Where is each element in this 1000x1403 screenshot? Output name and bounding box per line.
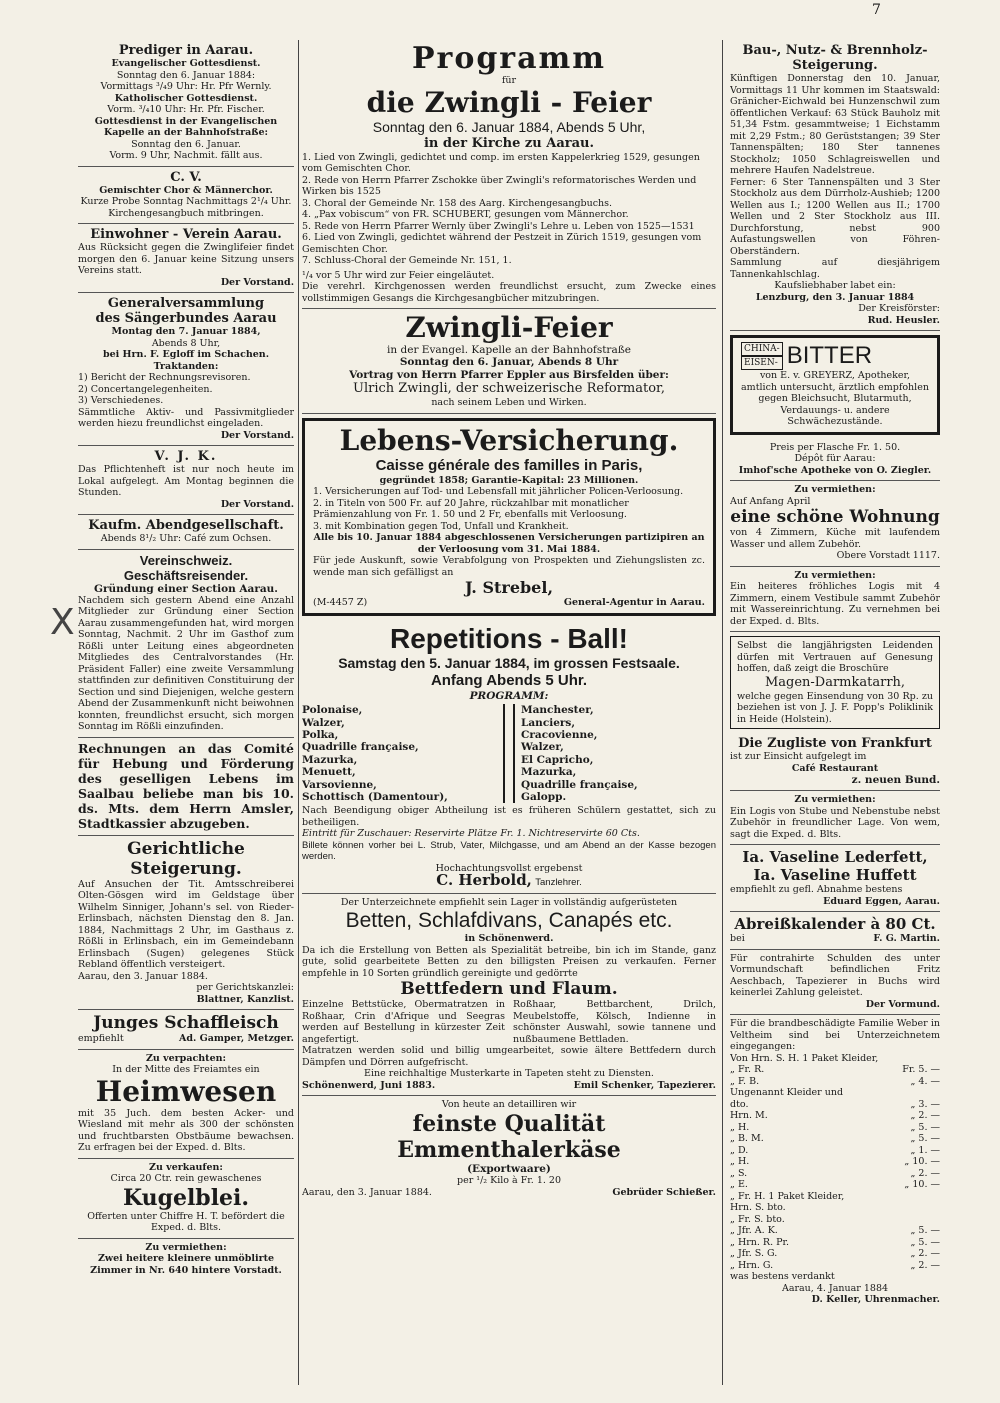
ad-signature: Rud. Heusler. bbox=[867, 314, 940, 326]
ad-line: Abends 8¹/₂ Uhr: Café zum Ochsen. bbox=[100, 533, 272, 544]
program-item: 4. „Pax vobiscum“ von FR. SCHUBERT, gesungen vom Männerchor. bbox=[302, 209, 629, 220]
donation-row bbox=[730, 1225, 940, 1237]
ad-date: Samstag den 5. Januar 1884, im grossen Festsaale. bbox=[338, 654, 680, 671]
ad-date: Schönenwerd, Juni 1883. bbox=[302, 1079, 436, 1091]
ad-ref: (M-4457 Z) bbox=[313, 597, 368, 609]
ad-body: Ferner: 6 Ster Tannenspälten und 3 Ster Stockholz aus dem Dürrholz-Aushieb; 1200 Wellen aus I.; 1200 Wellen aus II.; 1700 Wellen und 2 Ster Stockholz aus III. Durchforstung, nebst 900 Aufastungswellen von Föhren-Oberständern. bbox=[730, 176, 940, 257]
ad-rechnungen bbox=[78, 738, 294, 836]
ad-title: Die Zugliste von Frankfurt bbox=[738, 736, 932, 751]
ad-date: Sonntag den 6. Januar 1884, Abends 5 Uhr, bbox=[372, 118, 646, 135]
dance-list-right bbox=[521, 704, 716, 803]
ad-line: Eine reichhaltige Musterkarte in Tapeten steht zu Diensten. bbox=[364, 1068, 654, 1080]
ad-head: Der Unterzeichnete empfiehlt sein Lager in vollständig aufgerüsteten bbox=[340, 896, 678, 908]
page-mark: 7 bbox=[872, 2, 881, 18]
ad-line: Kaufsliebhaber labet ein: bbox=[774, 280, 896, 291]
ad-line: Auf Anfang April bbox=[730, 495, 811, 507]
dance-item: El Capricho, bbox=[521, 753, 594, 766]
ad-line: Anfang Abends 5 Uhr. bbox=[430, 671, 588, 689]
ad-line: Vorm. 9 Uhr, Nachmit. fällt aus. bbox=[109, 150, 263, 161]
donation-donor: „ D. bbox=[730, 1144, 749, 1156]
ad-schaffleisch bbox=[78, 1010, 294, 1050]
ad-body: Für jede Auskunft, sowie Verabfolgung von Prospekten und Ziehungslisten zc. wende man sich gefälligst an bbox=[313, 555, 705, 578]
ad-head: Zu vermiethen: bbox=[794, 484, 876, 495]
ad-line: in der Kirche zu Aarau. bbox=[423, 135, 595, 151]
ad-title: Generalversammlung bbox=[107, 296, 265, 311]
ad-line: per Gerichtskanzlei: bbox=[196, 982, 294, 994]
ad-line: nach seinem Leben und Wirken. bbox=[431, 397, 587, 409]
ad-betten bbox=[302, 894, 716, 1097]
ad-line: Montag den 7. Januar 1884, bbox=[111, 326, 261, 337]
donation-row bbox=[730, 1099, 940, 1111]
dance-item: Cracovienne, bbox=[521, 728, 598, 741]
donation-donor: „ H. bbox=[730, 1121, 750, 1133]
ad-signature: Der Vormund. bbox=[865, 998, 940, 1010]
donation-amount: „ 4. — bbox=[910, 1075, 940, 1087]
donation-amount: „ 5. — bbox=[910, 1121, 940, 1133]
donation-row bbox=[730, 1191, 940, 1203]
donation-donor: „ Jfr. A. K. bbox=[730, 1225, 778, 1237]
dance-item: Quadrille française, bbox=[521, 778, 638, 791]
ad-prediger bbox=[78, 40, 294, 167]
ad-saengerbund bbox=[78, 293, 294, 446]
ad-line: bei Hrn. F. Egloff im Schachen. bbox=[102, 349, 270, 360]
ad-signature: F. G. Martin. bbox=[873, 933, 940, 945]
ad-line: Dépôt für Aarau: bbox=[794, 453, 876, 464]
donation-amount: Fr. 5. — bbox=[902, 1064, 940, 1076]
dance-item: Mazurka, bbox=[302, 753, 358, 766]
ad-line: Vormittags ³/₄9 Uhr: Hr. Pfr Wernly. bbox=[100, 81, 272, 92]
ad-line: Der Kreisförster: bbox=[858, 303, 940, 314]
ad-title: Junges Schaffleisch bbox=[93, 1013, 279, 1034]
ad-lebensversicherung bbox=[302, 418, 716, 616]
ad-title: Lebens-Versicherung. bbox=[339, 423, 679, 457]
program-divider bbox=[503, 704, 515, 803]
ad-head: Zu vermiethen: bbox=[794, 794, 876, 806]
donation-donor: „ Hrn. G. bbox=[730, 1259, 774, 1271]
ad-signature: Ad. Gamper, Metzger. bbox=[178, 1033, 294, 1045]
donation-donor: Hrn. M. bbox=[730, 1110, 768, 1122]
ad-signature: Der Vorstand. bbox=[220, 429, 294, 441]
donation-amount: „ 10. — bbox=[904, 1156, 940, 1168]
ad-price: Preis per Flasche Fr. 1. 50. bbox=[769, 441, 901, 453]
donation-list bbox=[730, 1053, 940, 1272]
ad-logis-2 bbox=[730, 791, 940, 845]
ad-title: V. J. K. bbox=[154, 449, 218, 464]
ad-body: Sämmtliche Aktiv- und Passivmitglieder werden hiezu freundlichst eingeladen. bbox=[78, 406, 294, 429]
donation-donor: dto. bbox=[730, 1098, 749, 1110]
ad-line: Gemischter Chor & Männerchor. bbox=[99, 184, 273, 196]
dance-item: Manchester, bbox=[521, 704, 594, 717]
ad-programm-zwingli bbox=[302, 40, 716, 309]
program-item: 3. Choral der Gemeinde Nr. 158 des Aarg. Kirchengesangbuchs. bbox=[302, 197, 613, 209]
ad-title: Bau-, Nutz- & Brennholz-Steigerung. bbox=[742, 43, 928, 73]
ad-line: Imhof'sche Apotheke von O. Ziegler. bbox=[738, 464, 932, 476]
donation-row bbox=[730, 1168, 940, 1180]
ad-line: ist zur Einsicht aufgelegt im bbox=[730, 751, 867, 762]
ad-title: Einwohner - Verein Aarau. bbox=[90, 227, 282, 242]
ad-title: Betten, Schlafdivans, Canapés etc. bbox=[345, 909, 673, 933]
ad-holzsteigerung bbox=[730, 40, 940, 331]
donation-row bbox=[730, 1179, 940, 1191]
donation-donor: „ Fr. R. bbox=[730, 1064, 765, 1076]
ad-title: Prediger in Aarau. bbox=[118, 43, 254, 58]
dance-item: Schottisch (Damentour), bbox=[302, 790, 448, 803]
dance-item: Lanciers, bbox=[521, 716, 575, 729]
ad-line: Kirchengesangbuch mitbringen. bbox=[108, 207, 264, 219]
ad-signature: Eduard Eggen, Aarau. bbox=[823, 895, 940, 907]
ad-title: Abreißkalender à 80 Ct. bbox=[734, 915, 936, 934]
ad-date: Aarau, den 3. Januar 1884. bbox=[78, 970, 208, 982]
donation-amount: „ 5. — bbox=[910, 1236, 940, 1248]
dance-item: Galopp. bbox=[521, 790, 567, 803]
ad-signature: Emil Schenker, Tapezierer. bbox=[573, 1079, 716, 1091]
ad-signature: J. Strebel, bbox=[464, 578, 554, 598]
bitter-word: EISEN- bbox=[741, 356, 783, 370]
dance-item: Quadrille française, bbox=[302, 741, 419, 754]
ad-body: Roßhaar, Bettbarchent, Drilch, Meubelstoffe, Kölsch, Indienne in schönster Auswahl, sowie tannene und nußbaumene Bettladen. bbox=[513, 999, 716, 1045]
ad-body: Nachdem sich gestern Abend eine Anzahl Mitglieder zur Gründung einer Section Aarau zusammengefunden hat, wird morgen Sonntag, Nachmit. 2 Uhr im Gasthof zum Rößli unter Leitung eines abgeordneten Mitgliedes des Centralvorstandes (Hr. Präsident Faller) eine zweite Versammlung stattfinden zur definitiven Constituirung der Section und sind Diejenigen, welche gestern Abend der Zusammenkunft nicht beiwohnen konnten, freundlichst ersucht, sich morgen Sonntag im Rößli einzufinden. bbox=[78, 594, 294, 733]
donation-row bbox=[730, 1076, 940, 1088]
ad-line: 1) Bericht der Rechnungsrevisoren. bbox=[78, 372, 251, 383]
ad-title: eine schöne Wohnung bbox=[730, 507, 940, 527]
ad-bitter-preis bbox=[730, 439, 940, 482]
ad-emmenthalerkaese bbox=[302, 1096, 716, 1202]
dance-item: Polka, bbox=[302, 728, 339, 741]
donation-donor: „ E. bbox=[730, 1179, 748, 1191]
ad-signature: Der Vorstand. bbox=[220, 276, 294, 288]
ad-repetitions-ball bbox=[302, 620, 716, 894]
column-left bbox=[78, 40, 294, 1280]
donation-donor: „ Jfr. S. G. bbox=[730, 1248, 778, 1260]
ad-date: Aarau, 4. Januar 1884 bbox=[781, 1282, 889, 1294]
dance-program bbox=[302, 704, 716, 803]
donation-amount: „ 2. — bbox=[910, 1248, 940, 1260]
donation-donor: „ B. M. bbox=[730, 1133, 764, 1145]
ad-address: Obere Vorstadt 1117. bbox=[836, 550, 940, 561]
donation-donor: „ H. bbox=[730, 1156, 750, 1168]
ad-title: Programm bbox=[411, 41, 607, 76]
ad-title: Magen-Darmkatarrh, bbox=[764, 674, 906, 690]
ad-body: Für contrahirte Schulden des unter Vormundschaft befindlichen Fritz Aeschbach, Tapezierer in Buchs wird keinerlei Zahlung geleistet. bbox=[730, 952, 940, 999]
ad-line: Café Restaurant bbox=[791, 762, 879, 774]
ad-body: Eintritt für Zuschauer: Reservirte Plätze Fr. 1. Nichtreservirte 60 Cts. bbox=[302, 828, 640, 840]
donation-donor: „ F. B. bbox=[730, 1075, 760, 1087]
ad-geschaeftsreisende bbox=[78, 550, 294, 738]
ad-zwingli-feier bbox=[302, 309, 716, 414]
ad-body: Für die brandbeschädigte Familie Weber in Veltheim sind bei Unterzeichnetem eingegangen: bbox=[730, 1018, 940, 1053]
ad-item: 3. mit Kombination gegen Tod, Unfall und Krankheit. bbox=[313, 520, 569, 532]
ad-head: Zu verkaufen: bbox=[149, 1161, 223, 1173]
donation-row bbox=[730, 1248, 940, 1260]
dance-item: Varsovienne, bbox=[302, 778, 377, 791]
ad-body: Matratzen werden solid und billig umgearbeitet, sowie ältere Bettfedern durch Dämpfen und Dörren aufgefrischt. bbox=[302, 1045, 716, 1068]
ad-note: Die verehrl. Kirchgenossen werden freundlichst ersucht, zum Zwecke eines vollstimmigen Gesangs die Kirchgesangbücher mitzubringen. bbox=[302, 281, 716, 304]
ad-title: Repetitions - Ball! bbox=[389, 622, 628, 654]
ad-line: Sonntag den 6. Januar. bbox=[131, 138, 241, 150]
ad-line: für bbox=[501, 75, 517, 86]
dance-item: Menuett, bbox=[302, 766, 356, 779]
ad-line: Circa 20 Ctr. rein gewaschenes bbox=[110, 1173, 262, 1185]
ad-title: Kugelblei. bbox=[122, 1184, 250, 1211]
ad-title: Bettfedern und Flaum. bbox=[400, 979, 618, 1000]
ad-line: Tanzlehrer. bbox=[535, 877, 582, 889]
ad-line: Alle bis 10. Januar 1884 abgeschlossenen Versicherungen partizipiren an der Verloosung vom 31. Mai 1884. bbox=[313, 532, 705, 555]
ad-line: Ulrich Zwingli, der schweizerische Reformator, bbox=[353, 381, 665, 397]
donation-donor: „ Fr. S. bto. bbox=[730, 1213, 785, 1225]
program-item: 7. Schluss-Choral der Gemeinde Nr. 151, 1. bbox=[302, 255, 512, 266]
column-center bbox=[302, 40, 716, 1202]
ad-title: Ia. Vaseline Huffett bbox=[753, 866, 917, 885]
margin-mark: X bbox=[50, 602, 75, 643]
ad-body: empfiehlt zu gefl. Abnahme bestens bbox=[730, 884, 903, 896]
program-item: 5. Rede von Herrn Pfarrer Wernly über Zwingli's Lehre u. Leben von 1525—1531 bbox=[302, 220, 695, 232]
column-rule bbox=[722, 40, 723, 1385]
bitter-wordmark: BITTER bbox=[786, 342, 873, 369]
donation-donor: „ Fr. H. 1 Paket Kleider, bbox=[730, 1190, 845, 1202]
ad-body: mit 35 Juch. dem besten Acker- und Wiesland mit mehr als 300 der schönsten und fruchtbarsten Obstbäume bewachsen. Zu erfragen bei der Exped. d. Blts. bbox=[78, 1107, 294, 1154]
donation-row bbox=[730, 1156, 940, 1168]
program-item: 1. Lied von Zwingli, gedichtet und comp. im ersten Kappelerkrieg 1529, gesungen vom Gemischten Chor. bbox=[302, 151, 700, 174]
ad-subtitle: Gründung einer Section Aarau. bbox=[94, 582, 278, 595]
donation-row bbox=[730, 1214, 940, 1226]
ad-head: Von heute an detailliren wir bbox=[441, 1099, 577, 1111]
ad-line: bei bbox=[730, 933, 745, 945]
ad-einwohner bbox=[78, 224, 294, 293]
ad-line: Hochachtungsvollst ergebenst bbox=[435, 862, 583, 874]
ad-line: 2) Concertangelegenheiten. bbox=[78, 383, 213, 395]
ad-line: General-Agentur in Aarau. bbox=[563, 597, 705, 609]
ad-line: Sonntag den 6. Januar, Abends 8 Uhr bbox=[399, 356, 619, 369]
ad-title: die Zwingli - Feier bbox=[366, 85, 652, 119]
ad-body: Billete können vorher bei L. Strub, Vater, Milchgasse, und am Abend an der Kasse bezogen werden. bbox=[302, 839, 716, 863]
ad-signature: Gebrüder Schießer. bbox=[612, 1186, 716, 1198]
ad-signature: Blattner, Kanzlist. bbox=[196, 993, 294, 1005]
program-item: 6. Lied von Zwingli, gedichtet während der Pestzeit in Zürich 1519, gesungen vom Gemischten Chor. bbox=[302, 232, 702, 255]
donation-amount: „ 3. — bbox=[910, 1098, 940, 1110]
ad-wohnung bbox=[730, 481, 940, 567]
ad-line: des Sängerbundes Aarau bbox=[95, 311, 277, 326]
ad-line: 3) Verschiedenes. bbox=[78, 395, 164, 406]
ad-title: Vereinschweiz. Geschäftsreisender. bbox=[123, 552, 249, 583]
ad-body: Zwei heitere kleinere unmöblirte Zimmer in Nr. 640 hintere Vorstadt. bbox=[90, 1253, 282, 1276]
ad-line: In der Mitte des Freiamtes ein bbox=[112, 1064, 260, 1076]
ad-note: ¹/₄ vor 5 Uhr wird zur Feier eingeläutet. bbox=[302, 269, 495, 281]
program-list bbox=[302, 152, 716, 267]
ad-title: C. V. bbox=[170, 169, 202, 185]
ad-item: 1. Versicherungen auf Tod- und Lebensfall mit jährlicher Policen-Verloosung. bbox=[313, 486, 684, 498]
column-right bbox=[730, 40, 940, 1310]
donation-amount: „ 5. — bbox=[910, 1133, 940, 1145]
ad-body: welche gegen Einsendung von 30 Rp. zu beziehen ist von J. J. F. Popp's Poliklinik in Heide (Holstein). bbox=[737, 690, 933, 725]
ad-body: Sammlung auf diesjährigem Tannenkahlschlag. bbox=[730, 257, 940, 280]
ad-body: Aus Rücksicht gegen die Zwinglifeier findet morgen den 6. Januar keine Sitzung unsers Vereins statt. bbox=[78, 242, 294, 276]
donation-row bbox=[730, 1237, 940, 1249]
donation-donor: Hrn. S. bto. bbox=[730, 1202, 786, 1214]
ad-line: Gottesdienst in der Evangelischen Kapelle an der Bahnhofstraße: bbox=[94, 115, 278, 138]
donation-donor: „ Hrn. R. Pr. bbox=[730, 1236, 790, 1248]
ad-line: Abends 8 Uhr, bbox=[151, 337, 221, 349]
ad-line: Evangelischer Gottesdienst. bbox=[111, 58, 261, 69]
ad-line: z. neuen Bund. bbox=[851, 774, 940, 786]
program-item: 2. Rede von Herrn Pfarrer Zschokke über Zwingli's reformatorisches Werden und Wirken bis 1525 bbox=[302, 174, 697, 197]
ad-line: Kurze Probe Sonntag Nachmittags 2¹/₄ Uhr. bbox=[80, 196, 292, 207]
ad-body: Ein Logis von Stube und Nebenstube nebst Zubehör in freundlicher Lage. Von wem, sagt die Exped. d. Blts. bbox=[730, 805, 940, 840]
ad-vjk bbox=[78, 446, 294, 515]
column-rule bbox=[298, 40, 299, 1385]
ad-body: amtlich untersucht, ärztlich empfohlen gegen Bleichsucht, Blutarmuth, Verdauungs- u. andere Schwächezustände. bbox=[741, 381, 929, 427]
ad-line: von E. v. GREYERZ, Apotheker, bbox=[759, 370, 911, 381]
dance-item: Walzer, bbox=[521, 741, 564, 754]
ad-head: Zu verpachten: bbox=[145, 1052, 227, 1064]
ad-abreisskalender bbox=[730, 912, 940, 950]
donation-row bbox=[730, 1087, 940, 1099]
ad-line: Vorm. ³/₄10 Uhr: Hr. Pfr. Fischer. bbox=[107, 104, 265, 115]
ad-vaseline bbox=[730, 845, 940, 912]
ad-heimwesen bbox=[78, 1050, 294, 1159]
ad-kugelblei bbox=[78, 1159, 294, 1239]
donation-row bbox=[730, 1053, 940, 1065]
ad-item: 2. in Titeln von 500 Fr. auf 20 Jahre, rückzahlbar mit monatlicher Prämienzahlung von Fr. 1. 50 und 2 Fr, ebenfalls mit Verloosung. bbox=[313, 497, 629, 521]
ad-body: Ein heiteres fröhliches Logis mit 4 Zimmern, einem Vestibule sammt Zubehör mit Wassereinrichtung. Zu vernehmen bei der Exped. d. Blts. bbox=[730, 581, 940, 627]
ad-spenden-weber bbox=[730, 1015, 940, 1310]
dance-list-left bbox=[302, 704, 497, 803]
ad-kaufm bbox=[78, 515, 294, 550]
ad-subtitle: Caisse générale des familles in Paris, bbox=[375, 456, 643, 474]
ad-body: Auf Ansuchen der Tit. Amtsschreiberei Olten-Gösgen wird im Geldstage über Wilhelm Sinniger, Johann's sel. von Rieder-Erlinsbach, nächsten Dienstag den 8. Jan. 1884, Nachmittags 2 Uhr, im Gasthaus z. Rößli in Erlinsbach, ein im Gemeindebann Erlinsbach (Sugen) gelegenes Stück Rebland öffentlich versteigert. bbox=[78, 878, 294, 971]
ad-zugliste bbox=[730, 733, 940, 791]
ad-body: Offerten unter Chiffre H. T. befördert die Exped. d. Blts. bbox=[87, 1210, 285, 1234]
donation-donor: Ungenannt Kleider und bbox=[730, 1087, 844, 1099]
ad-title: Ia. Vaseline Lederfett, bbox=[742, 848, 928, 867]
donation-amount: „ 1. — bbox=[910, 1144, 940, 1156]
ad-head: Zu vermiethen: bbox=[145, 1241, 227, 1253]
ad-vormund bbox=[730, 950, 940, 1016]
ad-title: Gerichtliche Steigerung. bbox=[127, 838, 245, 879]
dance-item: Mazurka, bbox=[521, 766, 577, 779]
donation-row bbox=[730, 1133, 940, 1145]
ad-china-eisen-bitter bbox=[730, 335, 940, 435]
ad-gerichtliche-steigerung bbox=[78, 836, 294, 1011]
ad-line: Katholischer Gottesdienst. bbox=[114, 92, 258, 104]
donation-row bbox=[730, 1260, 940, 1272]
ad-body: Da ich die Erstellung von Betten als Spezialität betreibe, bin ich im Stande, ganz gute, solid gearbeitete Betten zu den billigsten Preisen zu verkaufen. Ferner empfehle in 10 Sorten gründlich gereinigte und gedörrte bbox=[302, 944, 716, 979]
donation-amount: „ 2. — bbox=[910, 1110, 940, 1122]
ad-subtitle: PROGRAMM: bbox=[469, 689, 549, 702]
ad-line: gegründet 1858; Garantie-Kapital: 23 Millionen. bbox=[379, 474, 639, 486]
ad-title: feinste Qualität Emmenthalerkäse bbox=[397, 1110, 621, 1163]
donation-row bbox=[730, 1122, 940, 1134]
donation-amount: „ 5. — bbox=[910, 1225, 940, 1237]
ad-body: Rechnungen an das Comité für Hebung und Förderung des geselligen Lebens im Saalbau beliebe man bis 10. ds. Mts. dem Herrn Amsler, Stadtkassier abzugeben. bbox=[78, 740, 294, 831]
ad-line: empfiehlt bbox=[78, 1033, 124, 1045]
ad-line: in der Evangel. Kapelle an der Bahnhofstraße bbox=[387, 344, 631, 356]
donation-amount: „ 2. — bbox=[910, 1259, 940, 1271]
ad-signature: D. Keller, Uhrenmacher. bbox=[811, 1294, 940, 1306]
bitter-word: CHINA- bbox=[741, 342, 783, 356]
ad-date: Lenzburg, den 3. Januar 1884 bbox=[755, 291, 915, 303]
donation-amount: „ 10. — bbox=[904, 1179, 940, 1191]
ad-title: Heimwesen bbox=[95, 1074, 277, 1108]
ad-body: Nach Beendigung obiger Abtheilung ist es früheren Schülern gestattet, sich zu betheiligen. bbox=[302, 805, 716, 828]
ad-body: Künftigen Donnerstag den 10. Januar, Vormittags 11 Uhr kommen im Staatswald: Gränicher-Eichwald bei Hunzenschwil zum öffentlichen Verkauf: 63 Stück Bauholz mit 51,34 Fstm. gesammtweise; 1 Eichstamm mit 2,29 Fstm.; 80 Gerüststangen; 39 Ster Tannenspälten; 180 Ster tannenes Stockholz; 1050 Schlagreiswellen und mehrere Haufen Nadelstreue. bbox=[730, 73, 940, 176]
ad-magen-darmkatarrh bbox=[730, 636, 940, 729]
ad-line: was bestens verdankt bbox=[730, 1271, 835, 1283]
ad-body: von 4 Zimmern, Küche mit laufendem Wasser und allem Zubehör. bbox=[730, 527, 940, 550]
donation-row bbox=[730, 1064, 940, 1076]
donation-row bbox=[730, 1110, 940, 1122]
ad-date: Aarau, den 3. Januar 1884. bbox=[302, 1186, 432, 1198]
bitter-logo bbox=[741, 342, 929, 370]
donation-row bbox=[730, 1145, 940, 1157]
ad-body: Das Pflichtenheft ist nur noch heute im Lokal aufgelegt. Am Montag beginnen die Stunden. bbox=[78, 464, 294, 498]
ad-subtitle: (Exportwaare) bbox=[467, 1162, 551, 1175]
ad-body: Einzelne Bettstücke, Obermatratzen in Roßhaar, Crin d'Afrique und Seegras werden auf Bestellung in kürzester Zeit angefertigt. bbox=[302, 999, 505, 1045]
ad-cv bbox=[78, 167, 294, 225]
ad-line: Sonntag den 6. Januar 1884: bbox=[116, 69, 256, 81]
ad-zimmer bbox=[78, 1239, 294, 1281]
dance-item: Walzer, bbox=[302, 716, 345, 729]
ad-price: per ¹/₂ Kilo à Fr. 1. 20 bbox=[457, 1175, 561, 1187]
donation-donor: „ S. bbox=[730, 1167, 748, 1179]
ad-head: Zu vermiethen: bbox=[794, 569, 876, 581]
ad-signature: Der Vorstand. bbox=[220, 498, 294, 510]
dance-item: Polonaise, bbox=[302, 704, 363, 717]
ad-line: Traktanden: bbox=[153, 360, 219, 372]
ad-line: in Schönenwerd. bbox=[464, 933, 554, 945]
ad-logis bbox=[730, 567, 940, 633]
donation-amount: „ 2. — bbox=[910, 1167, 940, 1179]
ad-line: Vortrag von Herrn Pfarrer Eppler aus Birsfelden über: bbox=[349, 368, 669, 381]
donation-donor: Von Hrn. S. H. 1 Paket Kleider, bbox=[730, 1052, 879, 1064]
ad-body: Selbst die langjährigsten Leidenden dürfen mit Vertrauen auf Genesung hoffen, daß zeigt die Broschüre bbox=[737, 640, 933, 674]
donation-row bbox=[730, 1202, 940, 1214]
ad-title: Kaufm. Abendgesellschaft. bbox=[88, 518, 284, 533]
ad-signature: C. Herbold, bbox=[436, 871, 532, 890]
ad-title: Zwingli-Feier bbox=[405, 311, 613, 344]
